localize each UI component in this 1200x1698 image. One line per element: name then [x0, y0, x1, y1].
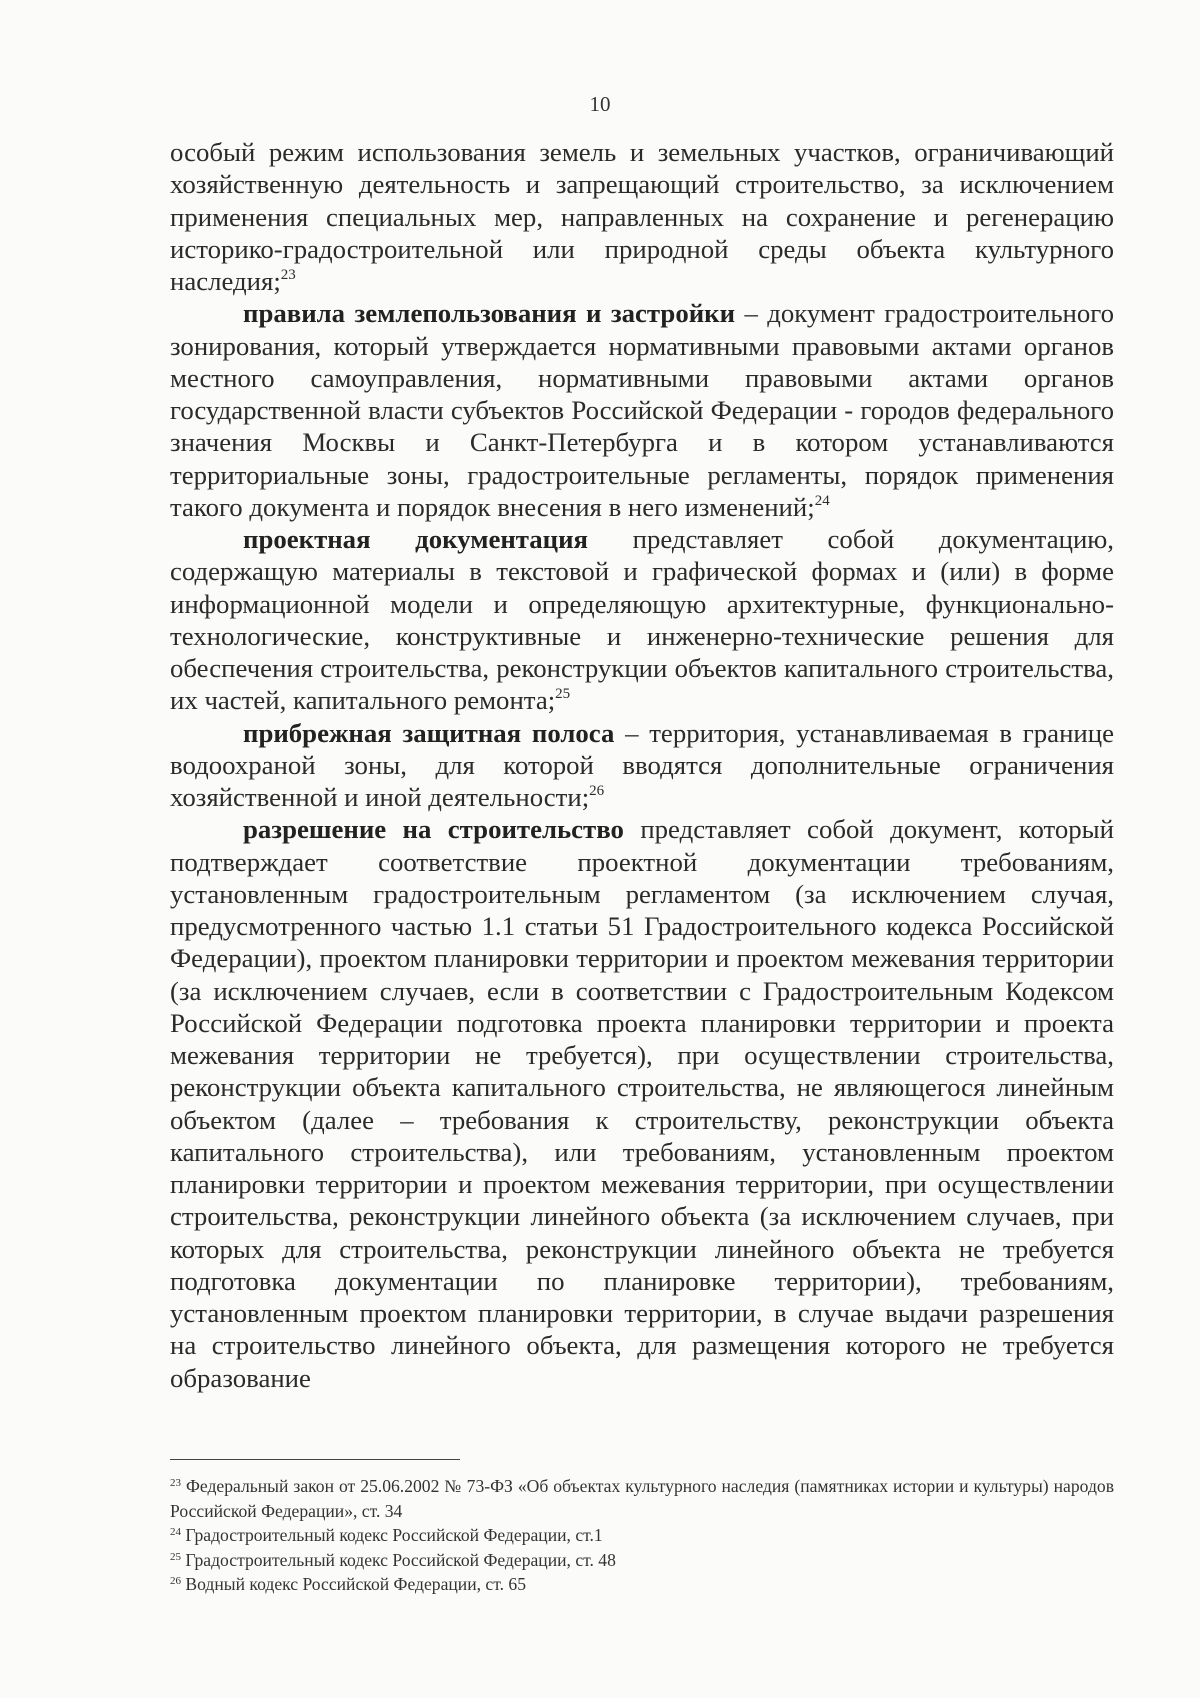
footnote: [170, 1572, 1114, 1597]
footnote-ref: 25: [555, 686, 571, 703]
footnote: [170, 1548, 1114, 1573]
footnote-text: Градостроительный кодекс Российской Федерации, ст.1: [181, 1525, 603, 1546]
paragraph: [170, 136, 1114, 297]
defined-term: проектная документация: [243, 524, 589, 554]
defined-term: прибрежная защитная полоса: [243, 717, 615, 748]
footnotes: [170, 1474, 1114, 1597]
footnote-text: Градостроительный кодекс Российской Федерации, ст. 48: [181, 1549, 616, 1570]
footnote-ref: 24: [814, 492, 830, 509]
footnote-number: 23: [170, 1477, 181, 1489]
footnote-ref: 26: [589, 783, 605, 799]
paragraph-text: – территория, устанавливаемая в границе водоохраной зоны, для которой вводятся дополнительные ограничения хозяйственной и иной деятельности;: [170, 717, 1114, 812]
footnote-number: 24: [170, 1526, 181, 1539]
footnote-text: Федеральный закон от 25.06.2002 № 73-ФЗ «Об объектах культурного наследия (памятниках истории и культуры) народов Российской Федерации», ст. 34: [170, 1476, 1114, 1521]
footnote-text: Водный кодекс Российской Федерации, ст. 65: [181, 1574, 527, 1595]
footnote: [170, 1474, 1114, 1523]
paragraph-text: представляет собой документацию, содержащую материалы в текстовой и графической формах и (или) в форме информационной модели и определяющую архитектурные, функционально-технологические, конструктивные и инженерно-технические решения для обеспечения строительства, реконструкции объектов капитального строительства, их частей, капитального ремонта;: [170, 524, 1115, 716]
defined-term: разрешение на строительство: [243, 814, 624, 845]
paragraph-text: особый режим использования земель и земельных участков, ограничивающий хозяйственную деятельность и запрещающий строительство, за исключением применения специальных мер, направленных на сохранение и регенерацию историко-градостроительной или природной среды объекта культурного наследия;: [170, 137, 1114, 296]
footnote: [170, 1523, 1114, 1548]
page-number: 10: [589, 92, 611, 116]
footnote-ref: 23: [280, 267, 296, 283]
paragraph: [170, 523, 1114, 717]
defined-term: правила землепользования и застройки: [243, 298, 736, 329]
footnote-number: 26: [170, 1575, 181, 1588]
paragraph-text: – документ градостроительного зонирования, который утверждается нормативными правовыми актами органов местного самоуправления, нормативными правовыми актами органов государственной власти субъектов Российской Федерации - городов федерального значения Москвы и Санкт-Петербурга и в котором устанавливаются территориальные зоны, градостроительные регламенты, порядок применения такого документа и порядок внесения в него изменений;: [170, 298, 1114, 522]
footnote-number: 25: [170, 1550, 181, 1563]
body-text: [170, 136, 1114, 1394]
paragraph-text: представляет собой документ, который подтверждает соответствие проектной документации требованиям, установленным градостроительным регламентом (за исключением случая, предусмотренного частью 1.1 статьи 51 Градостроительного кодекса Российской Федерации), проектом планировки территории и проектом межевания территории (за исключением случаев, если в соответствии с Градостроительным Кодексом Российской Федерации подготовка проекта планировки территории и проекта межевания территории не требуется), при осуществлении строительства, реконструкции объекта капитального строительства, не являющегося линейным объектом (далее – требования к строительству, реконструкции объекта капитального строительства), или требованиям, установленным проектом планировки территории и проектом межевания территории, при осуществлении строительства, реконструкции линейного объекта (за исключением случаев, при которых для строительства, реконструкции линейного объекта не требуется подготовка документации по планировке территории), требованиям, установленным проектом планировки территории, в случае выдачи разрешения на строительство линейного объекта, для размещения которого не требуется образование: [170, 814, 1114, 1393]
paragraph: [170, 717, 1114, 814]
paragraph: [170, 813, 1114, 1394]
footnote-divider: [170, 1459, 460, 1460]
paragraph: [170, 297, 1114, 523]
